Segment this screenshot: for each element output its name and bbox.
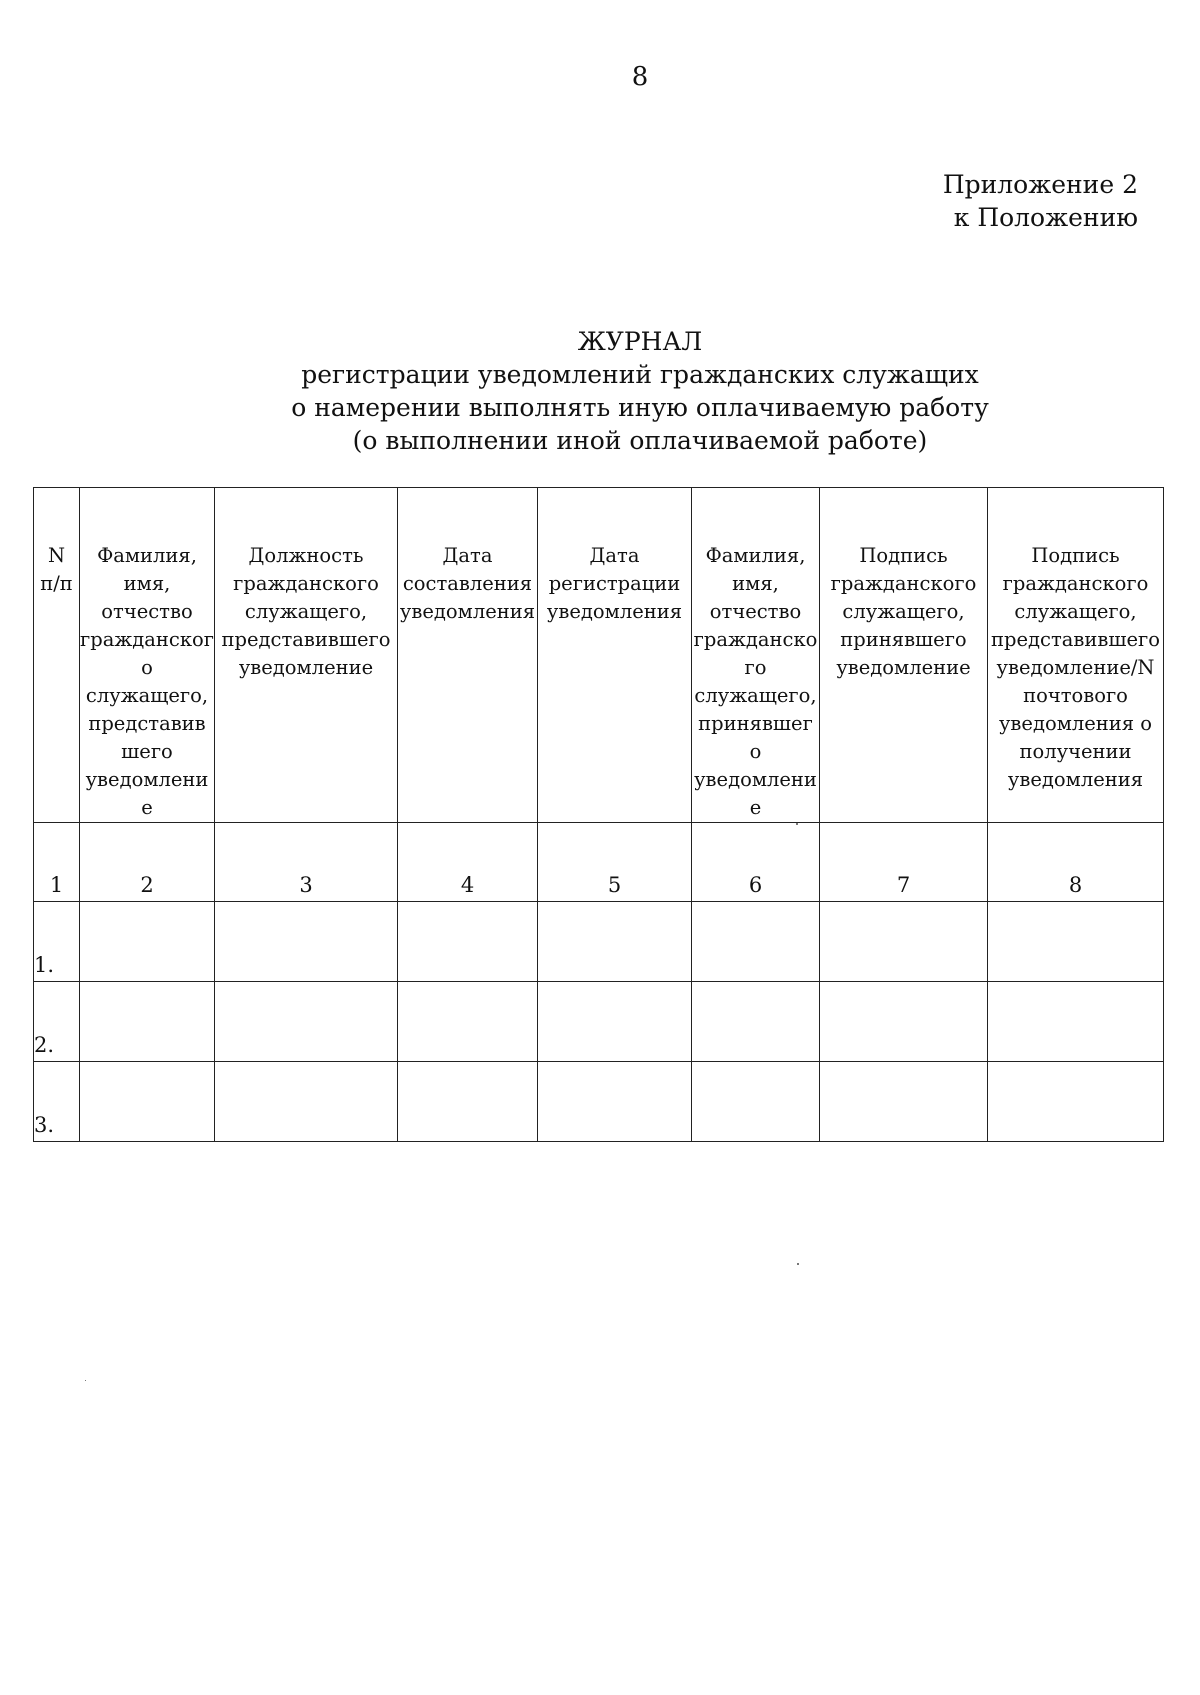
table-cell [80, 982, 215, 1062]
table-cell [80, 1062, 215, 1142]
table-row [34, 982, 1164, 1062]
header-cell-submitter-signature [988, 488, 1164, 823]
table-row [34, 902, 1164, 982]
header-cell-submitter-name [80, 488, 215, 823]
table-cell [692, 982, 820, 1062]
column-number: 2 [80, 823, 215, 902]
header-cell-date-registered [538, 488, 692, 823]
table-cell [215, 902, 398, 982]
table-cell [820, 982, 988, 1062]
column-number: 3 [215, 823, 398, 902]
table-row [34, 1062, 1164, 1142]
table-cell [538, 1062, 692, 1142]
title-line-2: о намерении выполнять иную оплачиваемую работу [291, 393, 989, 422]
header-cell-date-drawn-up [398, 488, 538, 823]
header-cell-receiver-signature [820, 488, 988, 823]
table-cell [538, 982, 692, 1062]
header-text: Фамилия, имя, отчество гражданско го служащего, принявшег о уведомлени е [693, 544, 818, 819]
row-index: 1. [34, 902, 80, 982]
table-cell [692, 1062, 820, 1142]
table-cell [538, 902, 692, 982]
header-text: Фамилия, имя, отчество гражданског о служащего, представив шего уведомлени е [80, 544, 214, 819]
scan-speck [797, 1263, 799, 1265]
table-cell [988, 1062, 1164, 1142]
header-cell-number [34, 488, 80, 823]
document-title [0, 325, 1200, 457]
scan-speck [85, 1380, 86, 1381]
header-text: Подпись гражданского служащего, представившего уведомление/N почтового уведомления о получении уведомления [991, 544, 1160, 791]
column-number: 8 [988, 823, 1164, 902]
header-text: N п/п [40, 544, 73, 595]
journal-table [33, 487, 1164, 1142]
table-cell [820, 902, 988, 982]
title-line-1: регистрации уведомлений гражданских служащих [301, 360, 979, 389]
column-number: 5 [538, 823, 692, 902]
title-heading: ЖУРНАЛ [577, 327, 703, 356]
header-text: Дата составления уведомления [399, 544, 536, 623]
column-number: 4 [398, 823, 538, 902]
row-index: 3. [34, 1062, 80, 1142]
appendix-reference [943, 168, 1138, 234]
table-cell [820, 1062, 988, 1142]
header-cell-submitter-position [215, 488, 398, 823]
appendix-line-2: к Положению [953, 203, 1138, 232]
column-number: 7 [820, 823, 988, 902]
table-cell [988, 902, 1164, 982]
page-number: 8 [631, 62, 649, 92]
header-text: Подпись гражданского служащего, принявшего уведомление [830, 544, 977, 679]
table-cell [398, 982, 538, 1062]
table-cell [215, 982, 398, 1062]
table-cell [398, 902, 538, 982]
appendix-line-1: Приложение 2 [942, 170, 1138, 199]
column-number: 1 [34, 823, 80, 902]
column-number-row [34, 823, 1164, 902]
column-number: 6 [692, 823, 820, 902]
table-cell [988, 982, 1164, 1062]
table-cell [215, 1062, 398, 1142]
table-cell [80, 902, 215, 982]
scan-speck [796, 823, 798, 825]
header-cell-receiver-name [692, 488, 820, 823]
header-text: Должность гражданского служащего, представившего уведомление [221, 544, 391, 679]
table-cell [692, 902, 820, 982]
header-row [34, 488, 1164, 823]
row-index: 2. [34, 982, 80, 1062]
table-cell [398, 1062, 538, 1142]
title-line-3: (о выполнении иной оплачиваемой работе) [352, 426, 928, 455]
header-text: Дата регистрации уведомления [546, 544, 683, 623]
